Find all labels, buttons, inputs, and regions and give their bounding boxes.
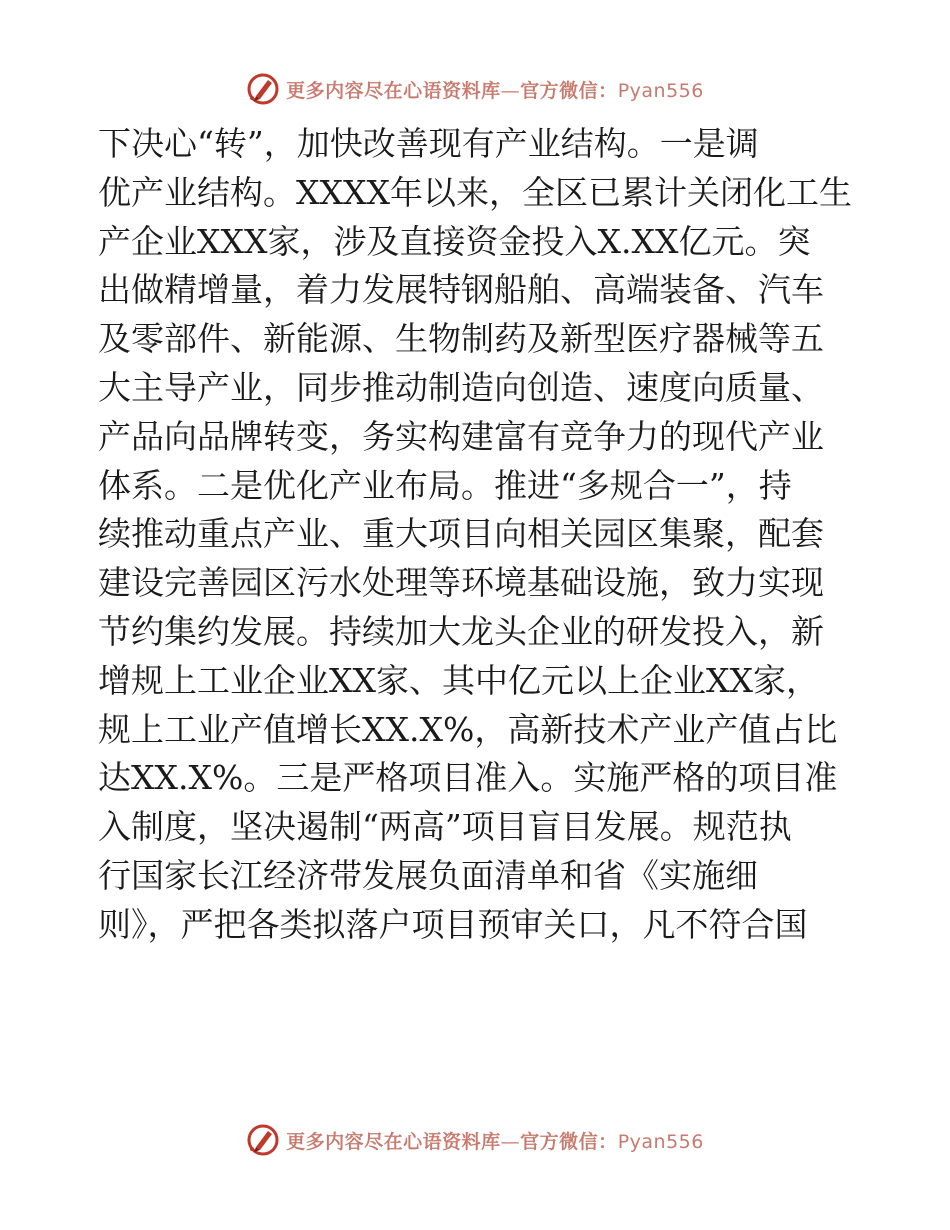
text-line: 建设完善园区污水处理等环境基础设施，致力实现 [98,563,824,603]
text-line: 则》，严把各类拟落户项目预审关口，凡不符合国 [98,904,808,944]
text-line: 产企业XXX家，涉及直接资金投入X.XX亿元。突 [98,221,811,261]
text-line: 节约集约发展。持续加大龙头企业的研发投入，新 [98,611,824,651]
watermark-text: 更多内容尽在心语资料库—官方微信：Pyan556 [286,1130,704,1153]
text-line: 下决心“转”，加快改善现有产业结构。一是调 [98,124,759,163]
text-line: 续推动重点产业、重大项目向相关园区集聚，配套 [98,514,824,554]
text-line: 体系。二是优化产业布局。推进“多规合一”，持 [98,465,792,505]
body-paragraph [98,120,858,950]
text-line: 及零部件、新能源、生物制药及新型医疗器械等五 [98,319,824,359]
text-line: 大主导产业，同步推动制造向创造、速度向质量、 [98,367,824,407]
text-line: 优产业结构。XXXX年以来，全区已累计关闭化工生 [98,172,852,212]
text-line: 达XX.X%。三是严格项目准入。实施严格的项目准 [98,758,838,798]
text-line: 行国家长江经济带发展负面清单和省《实施细 [98,855,758,895]
text-line: 增规上工业企业XX家、其中亿元以上企业XX家， [98,660,819,700]
text-line: 入制度，坚决遏制“两高”项目盲目发展。规范执 [98,807,792,847]
text-line: 出做精增量，着力发展特钢船舶、高端装备、汽车 [98,270,824,310]
watermark-footer [0,1123,950,1157]
watermark-header [0,72,950,106]
text-line: 规上工业产值增长XX.X%，高新技术产业产值占比 [98,709,838,749]
watermark-text: 更多内容尽在心语资料库—官方微信：Pyan556 [286,79,704,102]
text-line: 产品向品牌转变，务实构建富有竞争力的现代产业 [98,416,824,456]
pen-logo-icon [246,1123,280,1157]
pen-logo-icon [246,72,280,106]
